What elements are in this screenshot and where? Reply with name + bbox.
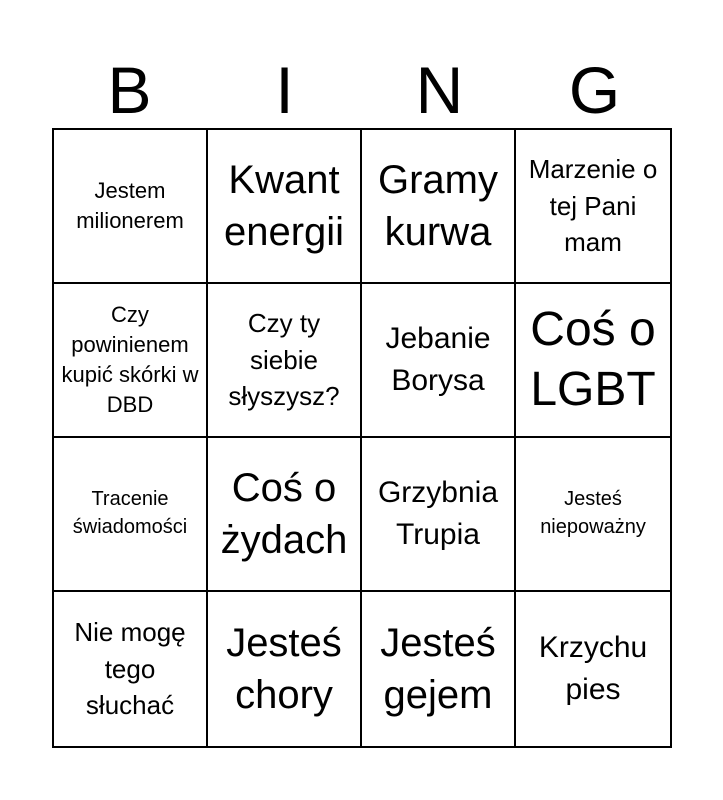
cell-text: Nie mogę tego słuchać (74, 617, 186, 721)
bingo-cell[interactable] (362, 438, 516, 592)
cell-text: Tracenie świadomości (72, 488, 188, 538)
cell-text: Jestem milionerem (76, 178, 184, 233)
bingo-cell[interactable] (516, 592, 670, 746)
header-letter-n: N (415, 53, 464, 127)
cell-text: Kwant energii (223, 158, 345, 254)
bingo-header (52, 52, 672, 128)
bingo-cell[interactable] (362, 284, 516, 438)
cell-text: Gramy kurwa (378, 158, 498, 254)
bingo-cell[interactable] (362, 592, 516, 746)
bingo-cell[interactable] (362, 130, 516, 284)
bingo-cell[interactable] (54, 284, 208, 438)
cell-text: Coś o żydach (220, 466, 348, 562)
bingo-cell[interactable] (54, 130, 208, 284)
cell-text: Jebanie Borysa (385, 322, 491, 397)
bingo-cell[interactable] (516, 130, 670, 284)
header-letter-i: I (275, 53, 294, 127)
cell-text: Jesteś niepoważny (540, 488, 646, 538)
bingo-cell[interactable] (208, 130, 362, 284)
bingo-cell[interactable] (208, 284, 362, 438)
bingo-cell[interactable] (208, 592, 362, 746)
cell-text: Czy powinienem kupić skórki w DBD (61, 302, 199, 417)
cell-text: Krzychu pies (538, 631, 648, 706)
cell-text: Grzybnia Trupia (377, 476, 499, 551)
bingo-cell[interactable] (54, 438, 208, 592)
header-letter-g: G (568, 53, 621, 127)
bingo-cell[interactable] (516, 438, 670, 592)
cell-text: Jesteś chory (226, 621, 342, 717)
bingo-cell[interactable] (516, 284, 670, 438)
cell-text: Coś o LGBT (530, 303, 656, 416)
cell-text: Czy ty siebie słyszysz? (228, 308, 340, 412)
header-letter-b: B (107, 53, 152, 127)
bingo-board (52, 128, 672, 748)
cell-text: Jesteś gejem (380, 621, 496, 717)
bingo-cell[interactable] (208, 438, 362, 592)
bingo-cell[interactable] (54, 592, 208, 746)
cell-text: Marzenie o tej Pani mam (528, 154, 658, 258)
